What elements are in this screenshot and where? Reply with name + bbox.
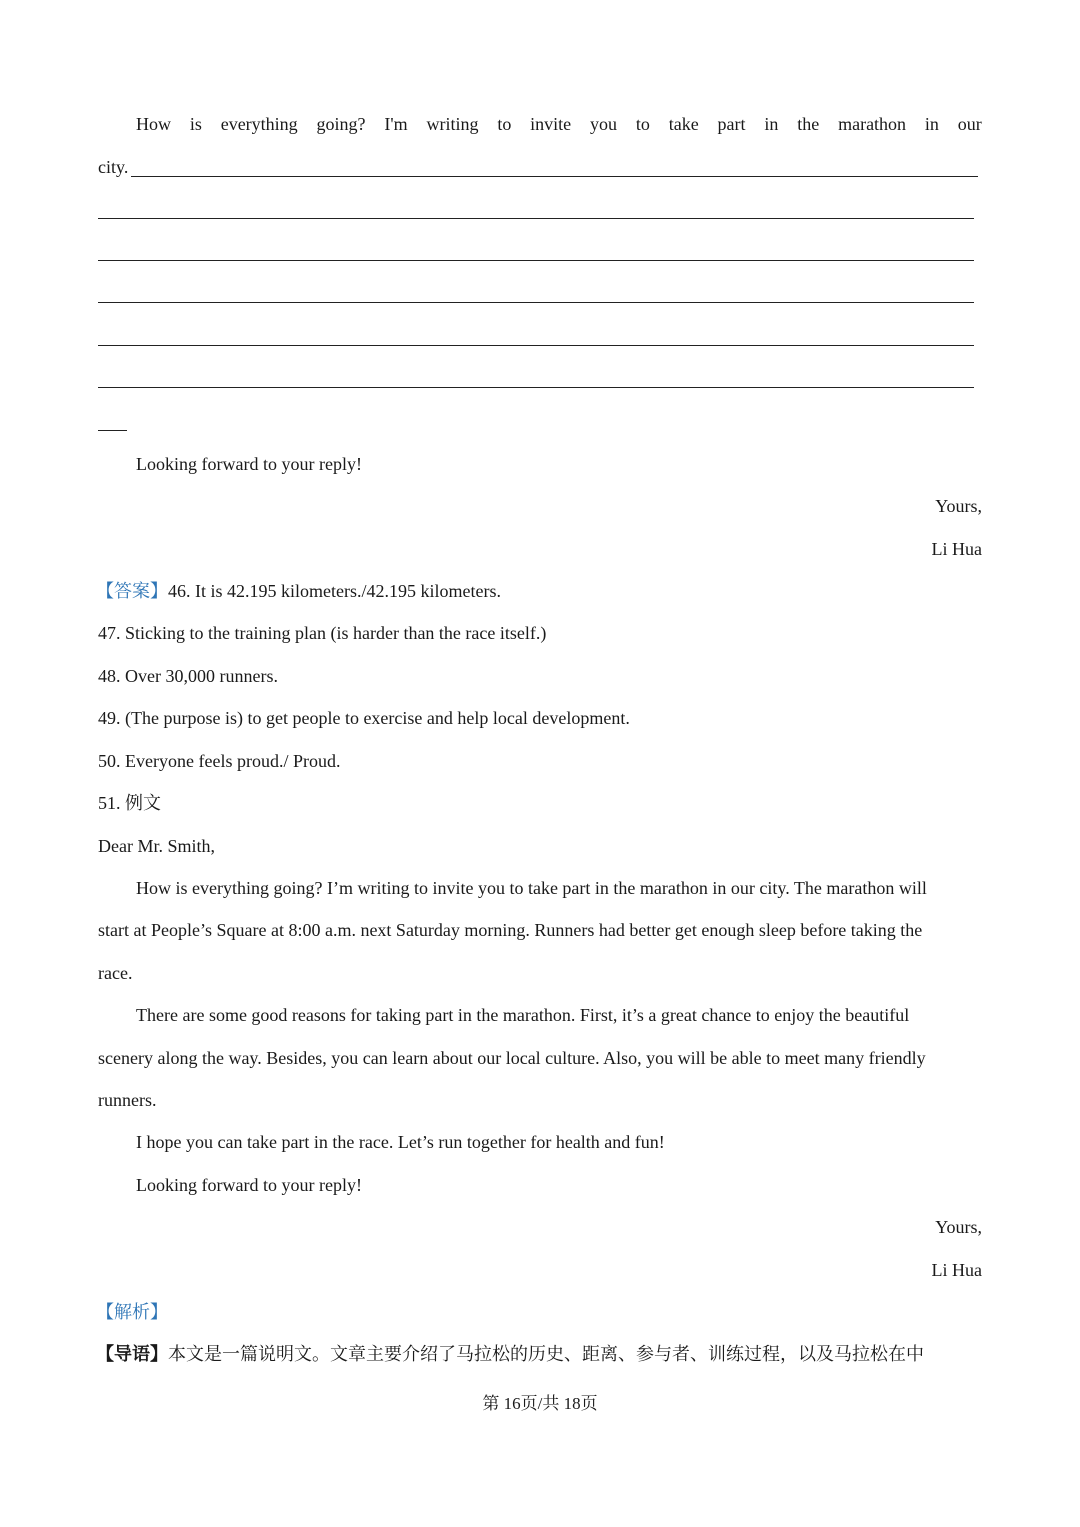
answer-blank-line — [98, 218, 974, 219]
analysis-guide — [96, 1342, 980, 1366]
essay-p2-line2: scenery along the way. Besides, you can learn about our local culture. Also, you will be able to meet many friendly — [98, 1048, 926, 1068]
answer-46-text: 46. It is 42.195 kilometers./42.195 kilometers. — [168, 581, 501, 601]
prompt-word: take — [668, 114, 699, 134]
prompt-closing: Looking forward to your reply! — [136, 454, 362, 474]
guide-tag: 【导语】 — [96, 1344, 168, 1364]
essay-p1-line2: start at People’s Square at 8:00 a.m. next Saturday morning. Runners had better get enough sleep before taking the — [98, 920, 923, 940]
answer-47: 47. Sticking to the training plan (is harder than the race itself.) — [98, 623, 547, 643]
answer-blank-line — [131, 176, 978, 177]
prompt-city-text: city. — [98, 157, 129, 177]
essay-p2-line1: There are some good reasons for taking part in the marathon. First, it’s a great chance to enjoy the beautiful — [136, 1005, 910, 1025]
prompt-word: our — [957, 114, 982, 134]
answer-blank-line — [98, 345, 974, 346]
prompt-word: How — [136, 114, 171, 134]
prompt-word: marathon — [838, 114, 907, 134]
essay-closing: Looking forward to your reply! — [136, 1175, 362, 1195]
prompt-word: going? — [316, 114, 366, 134]
page-footer: 第 16页/共 18页 — [482, 1394, 598, 1413]
guide-text: 本文是一篇说明文。文章主要介绍了马拉松的历史、距离、参与者、训练过程，以及马拉松在中 — [168, 1344, 924, 1364]
essay-p1-line1: How is everything going? I’m writing to invite you to take part in the marathon in our city. The marathon will — [136, 878, 927, 898]
answer-51: 51. 例文 — [98, 793, 161, 813]
analysis-tag: 【解析】 — [96, 1302, 168, 1322]
answer-blank-line — [98, 387, 974, 388]
essay-p2-line3: runners. — [98, 1090, 157, 1110]
prompt-word: to — [497, 114, 512, 134]
prompt-word: is — [189, 114, 202, 134]
prompt-word: writing — [426, 114, 479, 134]
prompt-word: in — [764, 114, 779, 134]
prompt-word: you — [590, 114, 618, 134]
prompt-word: to — [635, 114, 650, 134]
answer-50: 50. Everyone feels proud./ Proud. — [98, 751, 341, 771]
prompt-word: in — [924, 114, 939, 134]
prompt-word: part — [717, 114, 746, 134]
prompt-name: Li Hua — [931, 539, 982, 559]
answer-tag: 【答案】 — [96, 581, 168, 601]
essay-signoff: Yours, — [935, 1217, 982, 1237]
answer-blank-line — [98, 302, 974, 303]
essay-name: Li Hua — [931, 1260, 982, 1280]
prompt-word: everything — [220, 114, 298, 134]
prompt-word: I'm — [384, 114, 408, 134]
prompt-word: the — [797, 114, 820, 134]
answer-49: 49. (The purpose is) to get people to exercise and help local development. — [98, 708, 630, 728]
essay-greeting: Dear Mr. Smith, — [98, 836, 215, 856]
essay-p1-line3: race. — [98, 963, 133, 983]
essay-p3: I hope you can take part in the race. Let’s run together for health and fun! — [136, 1132, 665, 1152]
answer-48: 48. Over 30,000 runners. — [98, 666, 278, 686]
answer-46 — [96, 579, 980, 603]
prompt-signoff: Yours, — [935, 496, 982, 516]
answer-blank-line-end — [98, 430, 127, 431]
prompt-word: invite — [530, 114, 572, 134]
prompt-first-line — [136, 112, 982, 136]
answer-blank-line — [98, 260, 974, 261]
